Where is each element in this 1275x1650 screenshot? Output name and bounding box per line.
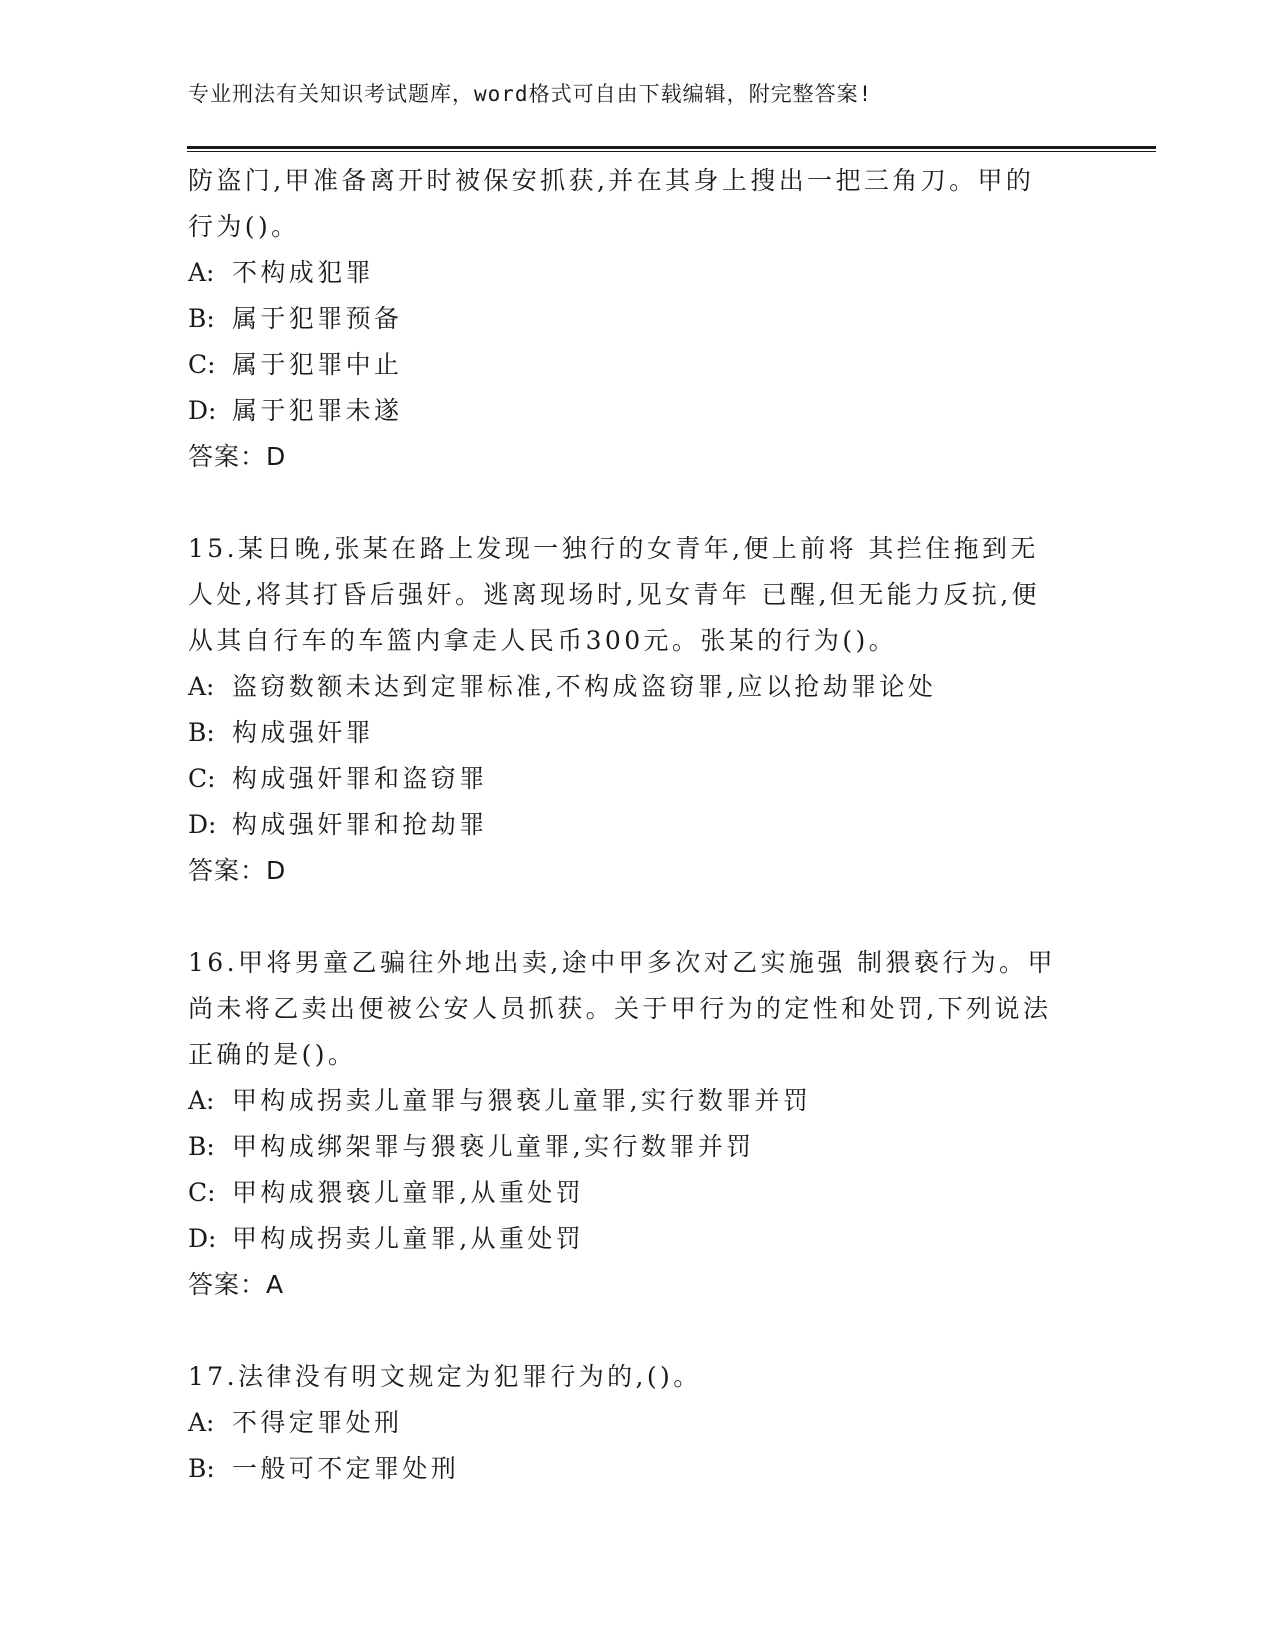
header-rule-thin: [187, 151, 1156, 152]
option-text: 一般可不定罪处刑: [232, 1454, 460, 1483]
option-a: [188, 250, 1088, 296]
option-a: [188, 1078, 1088, 1124]
option-b: [188, 1124, 1088, 1170]
option-text: 不得定罪处刑: [232, 1408, 403, 1437]
question-16: [188, 940, 1088, 1308]
question-stem-line: 17.法律没有明文规定为犯罪行为的,()。: [188, 1362, 702, 1391]
option-text: 构成强奸罪: [232, 718, 375, 747]
page-header: 专业刑法有关知识考试题库，word格式可自由下载编辑，附完整答案!: [188, 82, 873, 106]
option-text: 构成强奸罪和抢劫罪: [232, 810, 488, 839]
option-text: 甲构成拐卖儿童罪与猥亵儿童罪,实行数罪并罚: [232, 1086, 812, 1115]
option-text: 属于犯罪中止: [232, 350, 403, 379]
answer-line: 答案：D: [188, 442, 287, 471]
option-text: 属于犯罪未遂: [232, 396, 403, 425]
option-letter: C:: [188, 1178, 216, 1207]
option-d: [188, 388, 1088, 434]
spacer: [188, 480, 1088, 526]
spacer: [188, 1308, 1088, 1354]
option-letter: B:: [188, 718, 215, 747]
option-text: 构成强奸罪和盗窃罪: [232, 764, 488, 793]
header-rule-thick: [187, 146, 1156, 149]
question-15: [188, 526, 1088, 894]
spacer: [188, 894, 1088, 940]
option-letter: A:: [188, 1408, 215, 1437]
option-letter: D:: [188, 1224, 217, 1253]
answer-line: 答案：A: [188, 1270, 285, 1299]
option-d: [188, 1216, 1088, 1262]
option-text: 盗窃数额未达到定罪标准,不构成盗窃罪,应以抢劫罪论处: [232, 672, 937, 701]
answer-line: 答案：D: [188, 856, 287, 885]
question-stem-line: 16.甲将男童乙骗往外地出卖,途中甲多次对乙实施强 制猥亵行为。甲: [188, 948, 1056, 977]
option-text: 甲构成拐卖儿童罪,从重处罚: [232, 1224, 585, 1253]
option-letter: B:: [188, 1132, 215, 1161]
option-letter: C:: [188, 764, 216, 793]
option-letter: A:: [188, 672, 215, 701]
question-stem-line: 行为()。: [188, 212, 300, 241]
question-stem-line: 防盗门,甲准备离开时被保安抓获,并在其身上搜出一把三角刀。甲的: [188, 166, 1035, 195]
option-letter: A:: [188, 258, 215, 287]
option-a: [188, 1400, 1088, 1446]
option-text: 甲构成绑架罪与猥亵儿童罪,实行数罪并罚: [232, 1132, 755, 1161]
option-letter: B:: [188, 1454, 215, 1483]
question-stem-line: 人处,将其打昏后强奸。逃离现场时,见女青年 已醒,但无能力反抗,便: [188, 580, 1040, 609]
option-letter: B:: [188, 304, 215, 333]
option-c: [188, 756, 1088, 802]
question-content: [188, 158, 1088, 1492]
option-letter: C:: [188, 350, 216, 379]
option-letter: A:: [188, 1086, 215, 1115]
option-letter: D:: [188, 810, 217, 839]
option-b: [188, 710, 1088, 756]
option-text: 不构成犯罪: [232, 258, 375, 287]
option-d: [188, 802, 1088, 848]
option-c: [188, 1170, 1088, 1216]
option-c: [188, 342, 1088, 388]
question-17: [188, 1354, 1088, 1492]
question-stem-line: 15.某日晚,张某在路上发现一独行的女青年,便上前将 其拦住拖到无: [188, 534, 1039, 563]
question-stem-line: 从其自行车的车篮内拿走人民币300元。张某的行为()。: [188, 626, 898, 655]
option-b: [188, 296, 1088, 342]
option-text: 甲构成猥亵儿童罪,从重处罚: [232, 1178, 585, 1207]
question-stem-line: 尚未将乙卖出便被公安人员抓获。关于甲行为的定性和处罚,下列说法: [188, 994, 1052, 1023]
option-letter: D:: [188, 396, 217, 425]
option-text: 属于犯罪预备: [232, 304, 403, 333]
option-b: [188, 1446, 1088, 1492]
question-14: [188, 158, 1088, 480]
option-a: [188, 664, 1088, 710]
question-stem-line: 正确的是()。: [188, 1040, 357, 1069]
